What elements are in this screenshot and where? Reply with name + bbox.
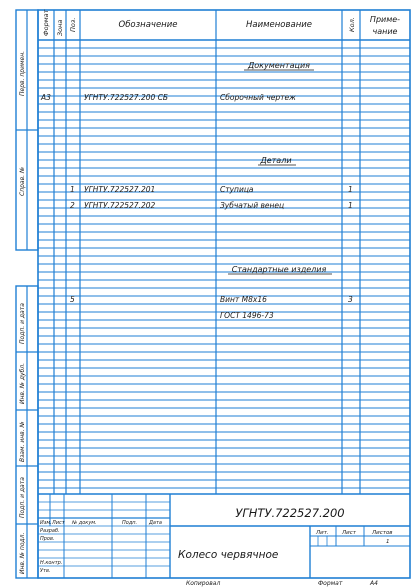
footer-copied: Копировал	[186, 580, 221, 587]
header-format: Формат	[42, 9, 50, 36]
title-block-frame	[38, 494, 410, 578]
tb-lit: Лит.	[316, 530, 329, 536]
row-name-5: Винт М8х16	[220, 295, 267, 304]
header-pos: Поз.	[69, 17, 77, 32]
side-label-perv-primen: Перв. примен.	[19, 50, 26, 96]
tb-listov-value: 1	[386, 539, 390, 545]
row-pos-5: 5	[70, 295, 75, 304]
side-label-podp-data-1: Подп. и дата	[19, 303, 26, 344]
section-standard-items: Стандартные изделия	[231, 265, 327, 274]
row-qty-1: 1	[348, 185, 353, 194]
tb-col-ndokum: № докум.	[72, 520, 97, 526]
header-note-line2: чание	[372, 27, 398, 36]
header-qty: Кол.	[348, 17, 356, 32]
tb-col-izm: Изм.	[40, 520, 52, 526]
row-designation-assembly: УГНТУ.722527.200 СБ	[84, 93, 169, 102]
row-pos-2: 2	[70, 201, 75, 210]
section-parts: Детали	[260, 156, 292, 165]
row-designation-1: УГНТУ.722527.201	[84, 185, 156, 194]
tb-razrab: Разраб.	[40, 528, 60, 534]
tb-utv: Утв.	[40, 568, 51, 574]
row-designation-2: УГНТУ.722527.202	[84, 201, 156, 210]
tb-col-podp: Подп.	[122, 520, 138, 526]
row-grid	[38, 48, 410, 488]
header-note-line1: Приме-	[369, 15, 401, 24]
title-doc-code: УГНТУ.722527.200	[235, 506, 345, 520]
tb-col-data: Дата	[149, 520, 162, 526]
row-pos-1: 1	[70, 185, 75, 194]
side-label-inv-podl: Инв. № подл.	[19, 532, 26, 574]
row-name-2: Зубчатый венец	[220, 201, 285, 210]
tb-list: Лист	[342, 530, 356, 536]
header-zone: Зона	[56, 19, 64, 36]
row-name-1: Ступица	[220, 185, 254, 194]
tb-col-list: Лист	[52, 520, 65, 526]
tb-prov: Пров.	[40, 536, 55, 542]
row-name-assembly: Сборочный чертеж	[220, 93, 296, 102]
tb-listov: Листов	[372, 530, 393, 536]
row-qty-5: 3	[348, 295, 353, 304]
footer-format-value: А4	[370, 580, 378, 587]
row-name-5-gost: ГОСТ 1496-73	[220, 311, 274, 320]
title-name: Колесо червячное	[178, 549, 279, 561]
row-format-a3: А3	[41, 93, 51, 102]
drawing-frame	[16, 10, 410, 578]
row-qty-2: 1	[348, 201, 353, 210]
header-name: Наименование	[245, 20, 313, 30]
side-label-podp-data-2: Подп. и дата	[19, 477, 26, 518]
section-documentation: Документация	[248, 61, 310, 70]
side-label-sprav: Справ. №	[19, 166, 26, 196]
footer-format-label: Формат	[318, 580, 343, 587]
table-columns	[54, 10, 360, 494]
side-label-inv-dubl: Инв. № дубл.	[19, 362, 26, 404]
header-designation: Обозначение	[118, 20, 178, 30]
tb-n-kontr: Н.контр.	[40, 560, 63, 566]
side-label-vzam-inv: Взам. инв. №	[19, 421, 26, 462]
